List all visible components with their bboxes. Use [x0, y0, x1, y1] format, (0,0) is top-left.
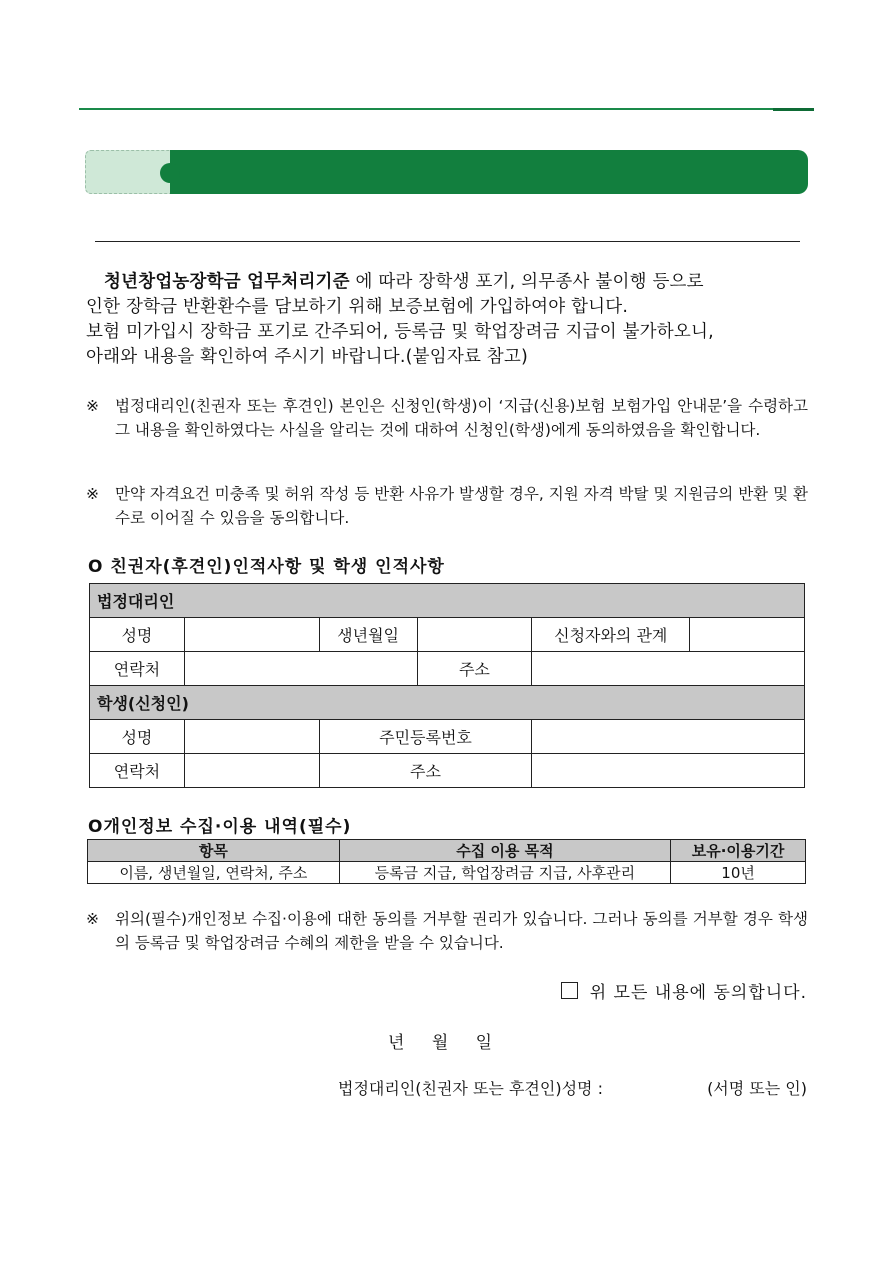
guardian-address-label: 주소 [417, 652, 532, 686]
guardian-relation-field[interactable] [690, 618, 805, 652]
privacy-item-value: 이름, 생년월일, 연락처, 주소 [88, 862, 340, 884]
privacy-header-period: 보유·이용기간 [671, 840, 806, 862]
guardian-name-label: 성명 [90, 618, 185, 652]
intro-paragraph [86, 270, 808, 370]
privacy-header-purpose: 수집 이용 목적 [339, 840, 671, 862]
title-banner [170, 150, 808, 194]
student-name-field[interactable] [184, 720, 319, 754]
student-rrn-field[interactable] [532, 720, 805, 754]
intro-bold-phrase: 청년창업농장학금 업무처리기준 [104, 272, 350, 292]
guardian-birth-field[interactable] [417, 618, 532, 652]
note-mark: ※ [86, 397, 99, 415]
date-line: 년 월 일 [388, 1033, 493, 1053]
privacy-table [87, 839, 806, 884]
privacy-period-value: 10년 [671, 862, 806, 884]
intro-line4: 아래와 내용을 확인하여 주시기 바랍니다.(붙임자료 참고) [86, 347, 529, 367]
guardian-birth-label: 생년월일 [319, 618, 417, 652]
note-privacy-refusal [86, 907, 808, 955]
note-text: 위의(필수)개인정보 수집·이용에 대한 동의를 거부할 권리가 있습니다. 그러나 동의를 거부할 경우 학생의 등록금 및 학업장려금 수혜의 제한을 받을 수 있습니다. [115, 910, 808, 952]
intro-line2: 인한 장학금 반환환수를 담보하기 위해 보증보험에 가입하여야 합니다. [86, 297, 629, 317]
signature-hint: (서명 또는 인) [707, 1079, 807, 1098]
note-guardian-confirm [86, 394, 808, 442]
student-address-label: 주소 [319, 754, 532, 788]
agree-label: 위 모든 내용에 동의합니다. [589, 983, 807, 1003]
student-contact-field[interactable] [184, 754, 319, 788]
student-contact-label: 연락처 [90, 754, 185, 788]
student-name-label: 성명 [90, 720, 185, 754]
privacy-header-item: 항목 [88, 840, 340, 862]
student-address-field[interactable] [532, 754, 805, 788]
privacy-purpose-value: 등록금 지급, 학업장려금 지급, 사후관리 [339, 862, 671, 884]
note-mark: ※ [86, 485, 99, 503]
student-rrn-label: 주민등록번호 [319, 720, 532, 754]
top-divider-accent [773, 108, 814, 111]
note-text: 만약 자격요건 미충족 및 허위 작성 등 반환 사유가 발생할 경우, 지원 자격 박탈 및 지원금의 반환 및 환수로 이어질 수 있음을 동의합니다. [115, 485, 808, 527]
note-refund-consent [86, 482, 808, 530]
agree-row [561, 978, 807, 1003]
guardian-contact-label: 연락처 [90, 652, 185, 686]
note-text: 법정대리인(친권자 또는 후견인) 본인은 신청인(학생)이 ‘지급(신용)보험 보험가입 안내문’을 수령하고 그 내용을 확인하였다는 사실을 알리는 것에 대하여 신청인(학생)에게 동의하였음을 확인합니다. [115, 397, 808, 439]
intro-line1: 에 따라 장학생 포기, 의무종사 불이행 등으로 [349, 272, 704, 292]
signature-label: 법정대리인(친권자 또는 후견인)성명 : [338, 1079, 603, 1098]
student-header: 학생(신청인) [90, 686, 805, 720]
agree-checkbox[interactable] [561, 982, 578, 999]
title-underline [95, 241, 800, 242]
guardian-relation-label: 신청자와의 관계 [532, 618, 690, 652]
guardian-address-field[interactable] [532, 652, 805, 686]
note-mark: ※ [86, 910, 99, 928]
intro-line3: 보험 미가입시 장학금 포기로 간주되어, 등록금 및 학업장려금 지급이 불가하오니, [86, 322, 714, 342]
guardian-contact-field[interactable] [184, 652, 417, 686]
guardian-name-field[interactable] [184, 618, 319, 652]
guardian-header: 법정대리인 [90, 584, 805, 618]
personal-info-table [89, 583, 805, 788]
top-divider [79, 108, 814, 110]
banner-notch [160, 163, 180, 183]
section-title-privacy: O개인정보 수집·이용 내역(필수) [88, 817, 352, 837]
section-title-personal-info: O 친권자(후견인)인적사항 및 학생 인적사항 [88, 557, 445, 577]
